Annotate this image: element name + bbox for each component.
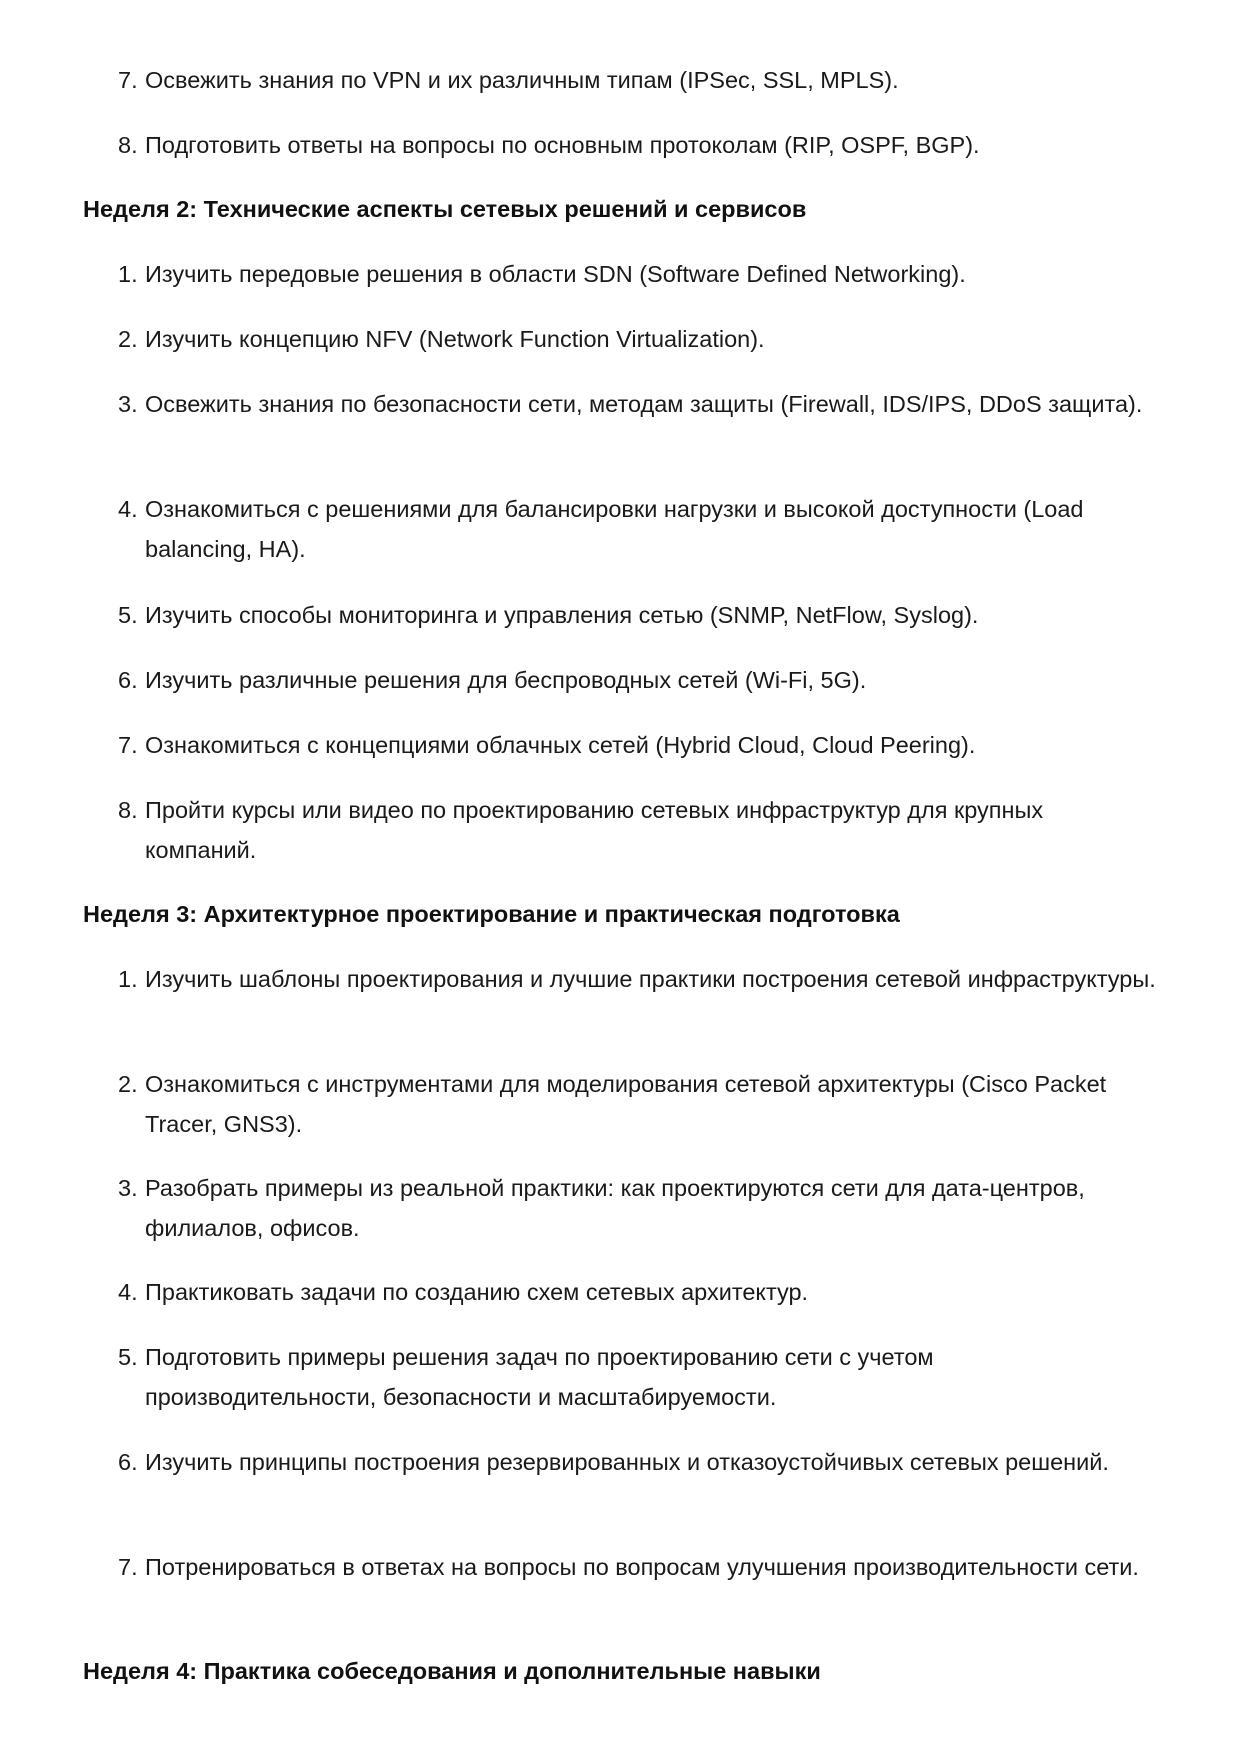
list-item-number: 3.: [118, 1175, 138, 1201]
list-item-number: 4.: [118, 496, 138, 522]
list-item: [118, 1168, 1158, 1248]
list-item: [118, 1064, 1158, 1144]
list-item-number: 8.: [118, 132, 138, 158]
list-item: [118, 125, 1158, 165]
list-item-text: Потренироваться в ответах на вопросы по вопросам улучшения производительности сети.: [145, 1554, 1139, 1580]
list-item-text: Изучить концепцию NFV (Network Function Virtualization).: [145, 326, 765, 352]
list-item-text: Изучить шаблоны проектирования и лучшие практики построения сетевой инфраструктуры.: [145, 966, 1156, 992]
list-item: [118, 254, 1158, 294]
section-heading-week-3: Неделя 3: Архитектурное проектирование и практическая подготовка: [83, 901, 900, 927]
list-item-text: Разобрать примеры из реальной практики: как проектируются сети для дата-центров, филиалов, офисов.: [145, 1175, 1085, 1241]
list-item: [118, 1337, 1158, 1417]
list-item-text: Ознакомиться с решениями для балансировки нагрузки и высокой доступности (Load balancing, HA).: [145, 496, 1084, 562]
list-item-text: Пройти курсы или видео по проектированию сетевых инфраструктур для крупных компаний.: [145, 797, 1044, 863]
list-item-number: 6.: [118, 1449, 138, 1475]
list-item-number: 7.: [118, 732, 138, 758]
list-item-number: 4.: [118, 1279, 138, 1305]
list-item: [118, 1272, 1158, 1312]
list-item-text: Подготовить ответы на вопросы по основным протоколам (RIP, OSPF, BGP).: [145, 132, 980, 158]
list-item-text: Изучить принципы построения резервированных и отказоустойчивых сетевых решений.: [145, 1449, 1109, 1475]
list-item: [118, 60, 1158, 100]
list-item-number: 7.: [118, 1554, 138, 1580]
list-item-text: Освежить знания по безопасности сети, методам защиты (Firewall, IDS/IPS, DDoS защита).: [145, 391, 1143, 417]
list-item: [118, 790, 1158, 870]
list-item-number: 7.: [118, 67, 138, 93]
list-item-number: 2.: [118, 1071, 138, 1097]
list-item-text: Изучить различные решения для беспроводных сетей (Wi-Fi, 5G).: [145, 667, 867, 693]
list-item: [118, 959, 1158, 999]
list-item-number: 2.: [118, 326, 138, 352]
section-heading-week-2: Неделя 2: Технические аспекты сетевых решений и сервисов: [83, 196, 807, 222]
list-item-number: 5.: [118, 1344, 138, 1370]
list-item: [118, 384, 1158, 424]
list-item: [118, 595, 1158, 635]
list-item-number: 5.: [118, 602, 138, 628]
list-item-text: Подготовить примеры решения задач по проектированию сети с учетом производительности, безопасности и масштабируемости.: [145, 1344, 934, 1410]
section-heading-week-4: Неделя 4: Практика собеседования и дополнительные навыки: [83, 1658, 821, 1684]
list-item-text: Изучить способы мониторинга и управления сетью (SNMP, NetFlow, Syslog).: [145, 602, 979, 628]
list-item-number: 8.: [118, 797, 138, 823]
list-item-number: 3.: [118, 391, 138, 417]
list-item: [118, 319, 1158, 359]
list-item-text: Освежить знания по VPN и их различным типам (IPSec, SSL, MPLS).: [145, 67, 899, 93]
list-item-text: Практиковать задачи по созданию схем сетевых архитектур.: [145, 1279, 809, 1305]
list-item: [118, 660, 1158, 700]
list-item: [118, 725, 1158, 765]
list-item: [118, 1547, 1158, 1587]
list-item-text: Изучить передовые решения в области SDN (Software Defined Networking).: [145, 261, 966, 287]
list-item-text: Ознакомиться с концепциями облачных сетей (Hybrid Cloud, Cloud Peering).: [145, 732, 976, 758]
list-item-number: 1.: [118, 966, 138, 992]
list-item: [118, 1442, 1158, 1482]
list-item-text: Ознакомиться с инструментами для моделирования сетевой архитектуры (Cisco Packet Tracer, GNS3).: [145, 1071, 1107, 1137]
list-item-number: 1.: [118, 261, 138, 287]
list-item: [118, 489, 1158, 569]
list-item-number: 6.: [118, 667, 138, 693]
